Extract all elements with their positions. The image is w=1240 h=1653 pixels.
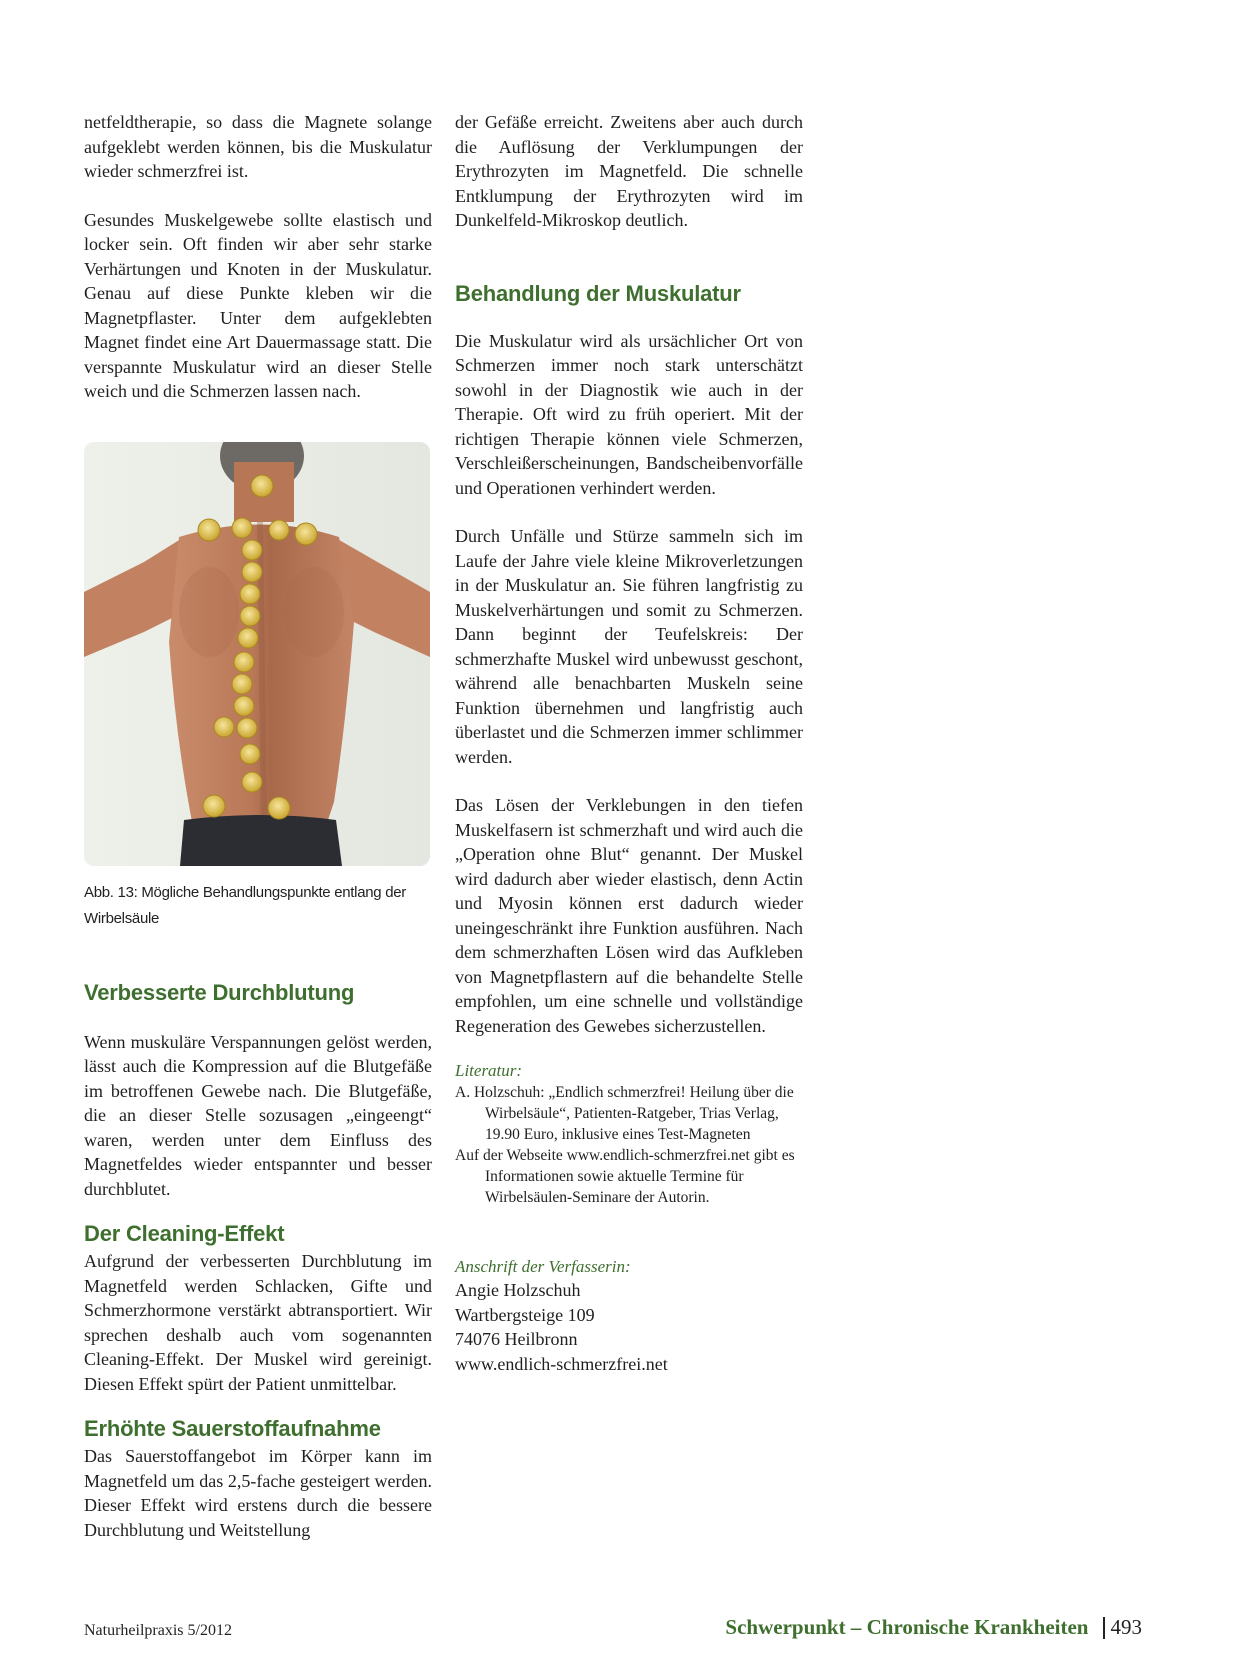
heading-behandlung-der-muskulatur: Behandlung der Muskulatur	[455, 280, 741, 306]
footer-section-title: Schwerpunkt – Chronische Krankheiten	[725, 1615, 1089, 1639]
footer-right	[725, 1615, 1142, 1640]
paragraph-durchblutung: Wenn muskuläre Verspannungen gelöst werden, lässt auch die Kompression auf die Blutgefäße im betroffenen Gewebe nach. Die Blutgefäße, die an dieser Stelle sozusagen „eingeengt“ waren, werden unter dem Einfluss des Magnetfeldes wieder entspannter und besser durchblutet.	[84, 1031, 432, 1199]
right-column	[455, 110, 803, 1376]
literature-entry: A. Holzschuh: „Endlich schmerzfrei! Heilung über die Wirbelsäule“, Patienten-Ratgeber, Trias Verlag, 19.90 Euro, inklusive eines Test-Magneten	[455, 1084, 794, 1143]
figure-caption: Abb. 13: Mögliche Behandlungspunkte entlang der Wirbelsäule	[84, 883, 406, 927]
footer-journal: Naturheilpraxis 5/2012	[84, 1622, 232, 1639]
figure-back-magnets	[84, 442, 430, 866]
left-paragraph-1: netfeldtherapie, so dass die Magnete solange aufgeklebt werden können, bis die Muskulatur wieder schmerzfrei ist.	[84, 112, 432, 181]
paragraph-muskulatur-2: Durch Unfälle und Stürze sammeln sich im Laufe der Jahre viele kleine Mikroverletzungen in der Muskulatur an. Sie führen langfristig zu Muskelverhärtungen und somit zu Schmerzen. Dann beginnt der Teufelskreis: Der schmerzhafte Muskel wird unbewusst geschont, während alle benachbarten Muskeln seine Funktion übernehmen und langfristig auch überlastet und die Schmerzen immer schlimmer werden.	[455, 526, 803, 767]
heading-verbesserte-durchblutung: Verbesserte Durchblutung	[84, 979, 355, 1005]
address-city: 74076 Heilbronn	[455, 1329, 578, 1349]
page-number: 493	[1110, 1615, 1142, 1639]
address-heading: Anschrift der Verfasserin:	[455, 1257, 631, 1276]
address-name: Angie Holzschuh	[455, 1280, 581, 1300]
left-column	[84, 110, 432, 1542]
paragraph-sauerstoff: Das Sauerstoffangebot im Körper kann im Magnetfeld um das 2,5-fache gesteigert werden. Dieser Effekt wird erstens durch die bessere Durchblutung und Weitstellung	[84, 1446, 432, 1540]
footer-divider	[1103, 1617, 1105, 1639]
literature-heading: Literatur:	[455, 1061, 523, 1080]
paragraph-cleaning: Aufgrund der verbesserten Durchblutung im Magnetfeld werden Schlacken, Gifte und Schmerzhormone verstärkt abtransportiert. Wir sprechen deshalb auch vom sogenannten Cleaning-Effekt. Der Muskel wird gereinigt. Diesen Effekt spürt der Patient unmittelbar.	[84, 1251, 432, 1394]
address-block	[455, 1256, 803, 1376]
heading-cleaning-effekt: Der Cleaning-Effekt	[84, 1221, 285, 1246]
literature-entry: Auf der Webseite www.endlich-schmerzfrei.net gibt es Informationen sowie aktuelle Termine für Wirbelsäulen-Seminare der Autorin.	[455, 1147, 795, 1206]
address-street: Wartbergsteige 109	[455, 1304, 595, 1325]
waistband-shape	[180, 815, 342, 866]
paragraph-muskulatur-3: Das Lösen der Verklebungen in den tiefen Muskelfasern ist schmerzhaft und wird auch die „Operation ohne Blut“ genannt. Der Muskel wird dadurch aber wieder elastisch, denn Actin und Myosin können erst dadurch wieder uneingeschränkt ihre Funktion ausführen. Nach dem schmerzhaften Lösen wird das Aufkleben von Magnetpflastern auf die behandelte Stelle empfohlen, um eine schnelle und vollständige Regeneration des Gewebes sicherzustellen.	[455, 795, 803, 1036]
right-paragraph-1: der Gefäße erreicht. Zweitens aber auch durch die Auflösung der Verklumpungen der Erythrozyten im Magnetfeld. Die schnelle Entklumpung der Erythrozyten wird im Dunkelfeld-Mikroskop deutlich.	[455, 112, 803, 230]
literature-block	[455, 1060, 803, 1208]
paragraph-muskulatur-1: Die Muskulatur wird als ursächlicher Ort von Schmerzen immer noch stark unterschätzt sowohl in der Diagnostik wie auch in der Therapie. Oft wird zu früh operiert. Mit der richtigen Therapie können viele Schmerzen, Verschleißerscheinungen, Bandscheibenvorfälle und Operationen verhindert werden.	[455, 330, 803, 498]
back-photo-illustration	[84, 442, 430, 866]
heading-erhoehte-sauerstoffaufnahme: Erhöhte Sauerstoffaufnahme	[84, 1416, 381, 1441]
address-website-link[interactable]: www.endlich-schmerzfrei.net	[455, 1353, 668, 1374]
left-paragraph-2: Gesundes Muskelgewebe sollte elastisch und locker sein. Oft finden wir aber sehr starke Verhärtungen und Knoten in der Muskulatur. Genau auf diese Punkte kleben wir die Magnetpflaster. Unter dem aufgeklebten Magnet findet eine Art Dauermassage statt. Die verspannte Muskulatur wird an dieser Stelle weich und die Schmerzen lassen nach.	[84, 209, 432, 401]
